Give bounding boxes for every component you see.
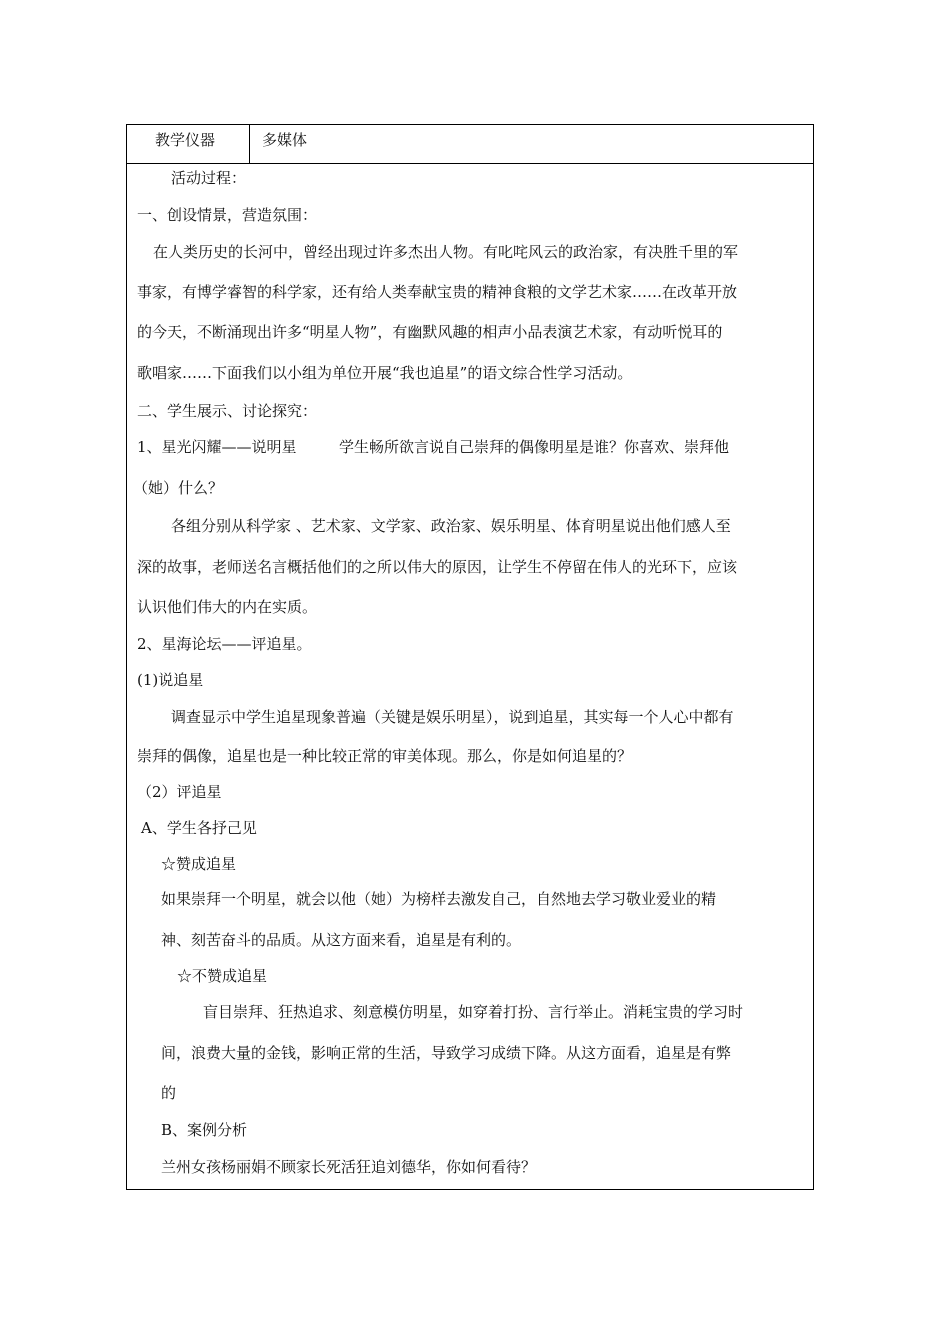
paragraph-line: 如果崇拜一个明星，就会以他（她）为榜样去激发自己，自然地去学习敬业爱业的精: [161, 890, 717, 908]
section-one-heading: 一、创设情景，营造氛围：: [137, 206, 318, 224]
paragraph-line: 调查显示中学生追星现象普遍（关键是娱乐明星），说到追星，其实每一个人心中都有: [171, 708, 734, 726]
case-analysis-heading: B、案例分析: [161, 1121, 248, 1139]
equipment-label-cell: [127, 125, 250, 163]
paragraph-line: 兰州女孩杨丽娟不顾家长死活狂追刘德华，你如何看待？: [161, 1158, 537, 1176]
paragraph-line: 神、刻苦奋斗的品质。从这方面来看，追星是有利的。: [161, 931, 522, 949]
paragraph-line: 歌唱家……下面我们以小组为单位开展“我也追星”的语文综合性学习活动。: [137, 364, 633, 382]
subsection-title: (1)说追星: [137, 671, 204, 689]
paragraph-line: 事家，有博学睿智的科学家，还有给人类奉献宝贵的精神食粮的文学艺术家……在改革开放: [137, 283, 738, 301]
lesson-plan-table: [126, 124, 814, 1190]
paragraph-line: 间，浪费大量的金钱，影响正常的生活，导致学习成绩下降。从这方面看，追星是有弊: [161, 1044, 732, 1062]
paragraph-line: （她）什么？: [133, 479, 224, 497]
support-heading: ☆赞成追星: [161, 855, 237, 873]
item-two-title: 2、星海论坛——评追星。: [137, 635, 312, 653]
oppose-heading: ☆不赞成追星: [177, 967, 268, 985]
equipment-label: 教学仪器: [155, 131, 216, 149]
section-two-heading: 二、学生展示、讨论探究：: [137, 402, 318, 420]
equipment-value: 多媒体: [262, 131, 308, 149]
paragraph-line: 学生畅所欲言说自己崇拜的偶像明星是谁？你喜欢、崇拜他: [339, 438, 730, 456]
paragraph-line: 在人类历史的长河中，曾经出现过许多杰出人物。有叱咤风云的政治家，有决胜千里的军: [153, 243, 739, 261]
equipment-row: [127, 125, 813, 164]
paragraph-line: 崇拜的偶像，追星也是一种比较正常的审美体现。那么，你是如何追星的？: [137, 747, 633, 765]
paragraph-line: 各组分别从科学家 、艺术家、文学家、政治家、娱乐明星、体育明星说出他们感人至: [171, 517, 731, 535]
paragraph-line: 的今天，不断涌现出许多“明星人物”，有幽默风趣的相声小品表演艺术家，有动听悦耳的: [137, 323, 723, 341]
activity-process-heading: 活动过程：: [171, 169, 247, 187]
paragraph-line: 认识他们伟大的内在实质。: [137, 598, 318, 616]
subsection-title: A、学生各抒己见: [141, 819, 257, 837]
paragraph-line: 深的故事，老师送名言概括他们的之所以伟大的原因，让学生不停留在伟人的光环下，应该: [137, 558, 738, 576]
paragraph-line: 的: [161, 1084, 177, 1102]
item-one-title: 1、星光闪耀——说明星: [137, 438, 297, 456]
paragraph-line: 盲目崇拜、狂热追求、刻意模仿明星，如穿着打扮、言行举止。消耗宝贵的学习时: [203, 1003, 744, 1021]
subsection-title: （2）评追星: [137, 783, 222, 801]
